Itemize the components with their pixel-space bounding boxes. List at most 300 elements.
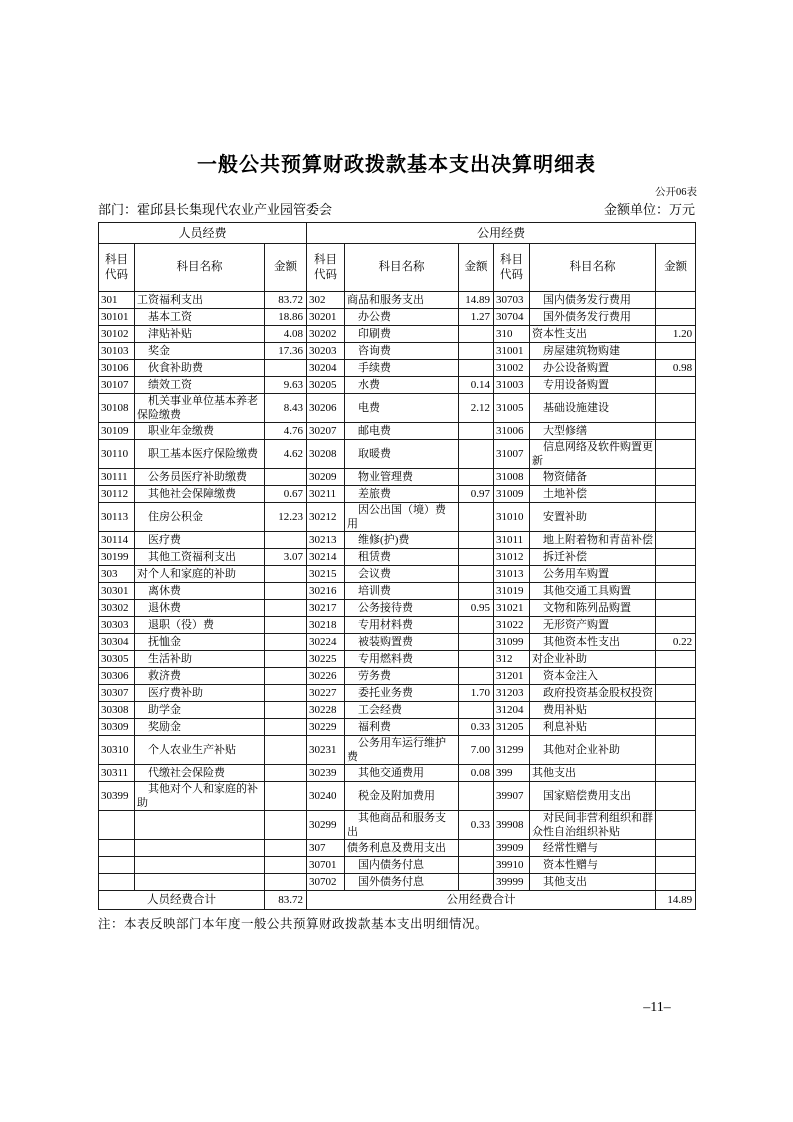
subject-name-cell: 劳务费 — [345, 668, 459, 685]
subject-code-cell: 30111 — [99, 469, 135, 486]
amount-cell: 8.43 — [265, 394, 307, 423]
subject-code-cell: 39909 — [494, 840, 530, 857]
amount-cell — [459, 651, 494, 668]
subject-code-cell: 30114 — [99, 532, 135, 549]
amount-cell — [656, 600, 696, 617]
amount-cell — [459, 503, 494, 532]
subject-name-cell: 差旅费 — [345, 486, 459, 503]
subject-name-cell: 福利费 — [345, 719, 459, 736]
subject-name-cell: 租赁费 — [345, 549, 459, 566]
amount-cell: 83.72 — [265, 292, 307, 309]
subject-code-cell: 30227 — [307, 685, 345, 702]
subject-code-cell: 30218 — [307, 617, 345, 634]
subject-code-cell: 30226 — [307, 668, 345, 685]
subject-name-cell: 代缴社会保险费 — [135, 765, 265, 782]
table-row — [99, 486, 696, 503]
amount-cell — [265, 583, 307, 600]
subject-code-cell: 30112 — [99, 486, 135, 503]
subject-name-cell: 政府投资基金股权投资 — [530, 685, 656, 702]
subject-name-cell: 其他交通工具购置 — [530, 583, 656, 600]
amount-cell: 0.33 — [459, 719, 494, 736]
expenditure-detail-table — [98, 222, 696, 910]
subject-name-cell: 津贴补贴 — [135, 326, 265, 343]
table-row — [99, 685, 696, 702]
amount-cell — [656, 583, 696, 600]
amount-cell — [656, 532, 696, 549]
subject-code-cell: 30301 — [99, 583, 135, 600]
personnel-total-label: 人员经费合计 — [99, 891, 265, 910]
subject-code-cell: 30239 — [307, 765, 345, 782]
amount-cell — [656, 719, 696, 736]
subject-name-cell: 培训费 — [345, 583, 459, 600]
amount-cell — [656, 486, 696, 503]
amount-cell: 0.95 — [459, 600, 494, 617]
amount-cell — [656, 423, 696, 440]
table-row — [99, 343, 696, 360]
subject-code-cell: 30701 — [307, 857, 345, 874]
subject-name-cell: 无形资产购置 — [530, 617, 656, 634]
subject-code-cell: 31012 — [494, 549, 530, 566]
amount-cell — [656, 857, 696, 874]
subject-name-cell: 绩效工资 — [135, 377, 265, 394]
table-row — [99, 583, 696, 600]
amount-cell — [459, 566, 494, 583]
amount-cell: 12.23 — [265, 503, 307, 532]
page-title: 一般公共预算财政拨款基本支出决算明细表 — [197, 154, 596, 176]
subject-code-cell: 31011 — [494, 532, 530, 549]
subject-code-cell: 31006 — [494, 423, 530, 440]
table-row — [99, 394, 696, 423]
table-row — [99, 326, 696, 343]
subject-code-cell: 39999 — [494, 874, 530, 891]
subject-name-cell: 文物和陈列品购置 — [530, 600, 656, 617]
table-row — [99, 600, 696, 617]
amount-cell: 0.22 — [656, 634, 696, 651]
subject-name-cell: 取暖费 — [345, 440, 459, 469]
department-label: 部门：霍邱县长集现代农业产业园管委会 — [98, 202, 333, 217]
table-row — [99, 782, 696, 811]
subject-code-cell: 30310 — [99, 736, 135, 765]
amount-cell — [265, 840, 307, 857]
subject-code-cell: 30229 — [307, 719, 345, 736]
amount-cell — [656, 736, 696, 765]
subject-code-cell: 31007 — [494, 440, 530, 469]
amount-cell — [459, 668, 494, 685]
subject-code-cell: 312 — [494, 651, 530, 668]
subject-code-cell: 31201 — [494, 668, 530, 685]
amount-cell — [656, 309, 696, 326]
subject-code-cell: 31021 — [494, 600, 530, 617]
subject-code-cell: 30217 — [307, 600, 345, 617]
table-row — [99, 840, 696, 857]
amount-cell — [459, 532, 494, 549]
amount-cell: 4.62 — [265, 440, 307, 469]
subject-code-cell: 30299 — [307, 811, 345, 840]
amount-cell — [459, 440, 494, 469]
subject-code-cell: 30399 — [99, 782, 135, 811]
amount-cell — [265, 811, 307, 840]
subject-code-cell: 30225 — [307, 651, 345, 668]
subject-name-cell: 咨询费 — [345, 343, 459, 360]
amount-cell — [265, 782, 307, 811]
amount-cell — [265, 874, 307, 891]
amount-cell: 1.27 — [459, 309, 494, 326]
table-row — [99, 874, 696, 891]
table-row — [99, 668, 696, 685]
table-row — [99, 532, 696, 549]
amount-cell — [459, 583, 494, 600]
subject-code-cell: 30703 — [494, 292, 530, 309]
subject-name-cell: 机关事业单位基本养老保险缴费 — [135, 394, 265, 423]
subject-code-cell: 399 — [494, 765, 530, 782]
subject-name-cell: 物业管理费 — [345, 469, 459, 486]
subject-name-cell: 土地补偿 — [530, 486, 656, 503]
subject-code-cell: 30113 — [99, 503, 135, 532]
subject-name-cell: 工会经费 — [345, 702, 459, 719]
subject-code-cell: 30205 — [307, 377, 345, 394]
column-header-name-2: 科目名称 — [345, 244, 459, 292]
subject-code-cell: 30211 — [307, 486, 345, 503]
subject-code-cell: 30307 — [99, 685, 135, 702]
subject-code-cell: 31013 — [494, 566, 530, 583]
subject-code-cell: 31002 — [494, 360, 530, 377]
table-row — [99, 617, 696, 634]
table-row — [99, 469, 696, 486]
subject-name-cell: 被装购置费 — [345, 634, 459, 651]
amount-cell — [265, 651, 307, 668]
subject-code-cell: 30240 — [307, 782, 345, 811]
amount-cell — [459, 326, 494, 343]
subject-name-cell: 安置补助 — [530, 503, 656, 532]
subject-code-cell: 30107 — [99, 377, 135, 394]
subject-name-cell: 医疗费补助 — [135, 685, 265, 702]
table-container — [98, 222, 695, 932]
subject-code-cell: 30202 — [307, 326, 345, 343]
subject-code-cell — [99, 840, 135, 857]
amount-cell — [656, 811, 696, 840]
amount-cell: 2.12 — [459, 394, 494, 423]
subject-name-cell: 国内债务发行费用 — [530, 292, 656, 309]
subject-name-cell: 商品和服务支出 — [345, 292, 459, 309]
subject-code-cell: 302 — [307, 292, 345, 309]
amount-cell — [459, 782, 494, 811]
subject-name-cell: 对民间非营利组织和群众性自治组织补贴 — [530, 811, 656, 840]
subject-name-cell: 救济费 — [135, 668, 265, 685]
subject-name-cell: 其他工资福利支出 — [135, 549, 265, 566]
subject-code-cell: 30302 — [99, 600, 135, 617]
subject-code-cell: 31299 — [494, 736, 530, 765]
subject-code-cell: 30110 — [99, 440, 135, 469]
subject-code-cell — [99, 857, 135, 874]
subject-name-cell: 职工基本医疗保险缴费 — [135, 440, 265, 469]
subject-code-cell: 31203 — [494, 685, 530, 702]
amount-cell — [265, 702, 307, 719]
subject-name-cell: 邮电费 — [345, 423, 459, 440]
table-row — [99, 736, 696, 765]
amount-cell — [265, 857, 307, 874]
subject-code-cell: 30231 — [307, 736, 345, 765]
table-row — [99, 377, 696, 394]
table-row — [99, 566, 696, 583]
subject-code-cell: 30102 — [99, 326, 135, 343]
amount-cell: 14.89 — [459, 292, 494, 309]
amount-cell — [656, 617, 696, 634]
table-row — [99, 360, 696, 377]
subject-name-cell: 专用燃料费 — [345, 651, 459, 668]
subject-code-cell — [99, 874, 135, 891]
subject-name-cell: 资本性支出 — [530, 326, 656, 343]
amount-cell — [656, 503, 696, 532]
group-header-personnel: 人员经费 — [99, 223, 307, 244]
subject-code-cell: 30109 — [99, 423, 135, 440]
amount-cell — [265, 736, 307, 765]
column-header-name-3: 科目名称 — [530, 244, 656, 292]
subject-name-cell: 退职（役）费 — [135, 617, 265, 634]
column-header-name-1: 科目名称 — [135, 244, 265, 292]
subject-code-cell: 301 — [99, 292, 135, 309]
amount-cell — [656, 702, 696, 719]
table-row — [99, 503, 696, 532]
subject-code-cell: 31204 — [494, 702, 530, 719]
table-row — [99, 719, 696, 736]
amount-cell — [265, 617, 307, 634]
group-header-public: 公用经费 — [307, 223, 696, 244]
amount-cell — [265, 360, 307, 377]
amount-cell: 0.97 — [459, 486, 494, 503]
subject-code-cell: 30199 — [99, 549, 135, 566]
subject-name-cell: 电费 — [345, 394, 459, 423]
table-row — [99, 702, 696, 719]
subject-name-cell: 其他社会保障缴费 — [135, 486, 265, 503]
column-header-amount-3: 金额 — [656, 244, 696, 292]
amount-cell: 9.63 — [265, 377, 307, 394]
subject-name-cell: 利息补贴 — [530, 719, 656, 736]
subject-name-cell — [135, 857, 265, 874]
amount-cell: 7.00 — [459, 736, 494, 765]
personnel-total-amount: 83.72 — [265, 891, 307, 910]
subject-code-cell: 30212 — [307, 503, 345, 532]
subject-name-cell: 国内债务付息 — [345, 857, 459, 874]
subject-name-cell: 退休费 — [135, 600, 265, 617]
subject-name-cell: 公务用车购置 — [530, 566, 656, 583]
subject-code-cell: 30203 — [307, 343, 345, 360]
subject-name-cell: 其他交通费用 — [345, 765, 459, 782]
subject-name-cell: 基础设施建设 — [530, 394, 656, 423]
amount-cell — [459, 549, 494, 566]
table-row — [99, 651, 696, 668]
subject-code-cell: 31099 — [494, 634, 530, 651]
subject-code-cell: 30108 — [99, 394, 135, 423]
subject-code-cell: 30305 — [99, 651, 135, 668]
amount-cell: 1.20 — [656, 326, 696, 343]
table-row — [99, 811, 696, 840]
subject-code-cell: 30215 — [307, 566, 345, 583]
amount-cell: 18.86 — [265, 309, 307, 326]
amount-cell — [656, 840, 696, 857]
amount-cell: 0.33 — [459, 811, 494, 840]
subject-name-cell: 手续费 — [345, 360, 459, 377]
totals-row — [99, 891, 696, 910]
amount-cell — [656, 549, 696, 566]
subject-name-cell: 办公费 — [345, 309, 459, 326]
amount-cell: 0.14 — [459, 377, 494, 394]
unit-label: 金额单位：万元 — [603, 202, 695, 217]
subject-name-cell: 其他对个人和家庭的补助 — [135, 782, 265, 811]
amount-cell: 0.67 — [265, 486, 307, 503]
subject-code-cell: 30213 — [307, 532, 345, 549]
amount-cell — [265, 685, 307, 702]
subject-code-cell: 30228 — [307, 702, 345, 719]
subject-name-cell: 税金及附加费用 — [345, 782, 459, 811]
amount-cell — [656, 440, 696, 469]
subject-code-cell: 30207 — [307, 423, 345, 440]
amount-cell: 4.08 — [265, 326, 307, 343]
amount-cell — [656, 765, 696, 782]
table-row — [99, 423, 696, 440]
subject-name-cell: 工资福利支出 — [135, 292, 265, 309]
amount-cell — [459, 857, 494, 874]
subject-name-cell: 地上附着物和青苗补偿 — [530, 532, 656, 549]
amount-cell — [459, 617, 494, 634]
subject-name-cell: 国家赔偿费用支出 — [530, 782, 656, 811]
subject-code-cell — [99, 811, 135, 840]
subject-code-cell: 30101 — [99, 309, 135, 326]
subject-name-cell: 拆迁补偿 — [530, 549, 656, 566]
subject-code-cell: 30201 — [307, 309, 345, 326]
subject-name-cell: 其他对企业补助 — [530, 736, 656, 765]
subject-name-cell — [135, 811, 265, 840]
subject-name-cell: 因公出国（境）费用 — [345, 503, 459, 532]
amount-cell — [459, 423, 494, 440]
subject-name-cell — [135, 874, 265, 891]
subject-name-cell: 基本工资 — [135, 309, 265, 326]
amount-cell — [656, 874, 696, 891]
amount-cell — [459, 634, 494, 651]
amount-cell — [265, 532, 307, 549]
column-header-amount-2: 金额 — [459, 244, 494, 292]
amount-cell — [265, 719, 307, 736]
footnote: 注：本表反映部门本年度一般公共预算财政拨款基本支出明细情况。 — [98, 917, 489, 931]
amount-cell — [656, 394, 696, 423]
subject-name-cell: 奖金 — [135, 343, 265, 360]
subject-code-cell: 30304 — [99, 634, 135, 651]
amount-cell: 1.70 — [459, 685, 494, 702]
subject-name-cell: 办公设备购置 — [530, 360, 656, 377]
amount-cell: 17.36 — [265, 343, 307, 360]
subject-name-cell: 资本性赠与 — [530, 857, 656, 874]
amount-cell — [656, 685, 696, 702]
subject-name-cell: 印刷费 — [345, 326, 459, 343]
table-row — [99, 549, 696, 566]
subject-name-cell: 其他支出 — [530, 874, 656, 891]
amount-cell — [265, 469, 307, 486]
subject-code-cell: 30103 — [99, 343, 135, 360]
subject-code-cell: 31022 — [494, 617, 530, 634]
subject-code-cell: 30204 — [307, 360, 345, 377]
subject-name-cell: 国外债务发行费用 — [530, 309, 656, 326]
public-total-label: 公用经费合计 — [307, 891, 656, 910]
subject-name-cell — [135, 840, 265, 857]
subject-name-cell: 经常性赠与 — [530, 840, 656, 857]
subject-name-cell: 生活补助 — [135, 651, 265, 668]
subject-name-cell: 其他支出 — [530, 765, 656, 782]
subject-code-cell: 30303 — [99, 617, 135, 634]
table-row — [99, 440, 696, 469]
amount-cell — [265, 600, 307, 617]
amount-cell — [265, 668, 307, 685]
table-row — [99, 765, 696, 782]
table-row — [99, 634, 696, 651]
column-header-code-1: 科目代码 — [99, 244, 135, 292]
column-header-row — [99, 244, 696, 292]
subject-name-cell: 助学金 — [135, 702, 265, 719]
amount-cell — [656, 469, 696, 486]
subject-name-cell: 费用补贴 — [530, 702, 656, 719]
subject-code-cell: 30206 — [307, 394, 345, 423]
subject-name-cell: 抚恤金 — [135, 634, 265, 651]
subject-code-cell: 30704 — [494, 309, 530, 326]
subject-code-cell: 30214 — [307, 549, 345, 566]
subject-code-cell: 31019 — [494, 583, 530, 600]
subject-code-cell: 30208 — [307, 440, 345, 469]
amount-cell: 4.76 — [265, 423, 307, 440]
subject-name-cell: 医疗费 — [135, 532, 265, 549]
subject-code-cell: 39907 — [494, 782, 530, 811]
subject-name-cell: 其他资本性支出 — [530, 634, 656, 651]
subject-name-cell: 个人农业生产补贴 — [135, 736, 265, 765]
amount-cell — [656, 377, 696, 394]
public-total-amount: 14.89 — [656, 891, 696, 910]
amount-cell — [459, 469, 494, 486]
subject-code-cell: 31001 — [494, 343, 530, 360]
page-number: –11– — [643, 1000, 671, 1015]
subject-name-cell: 维修(护)费 — [345, 532, 459, 549]
subject-code-cell: 30311 — [99, 765, 135, 782]
subject-name-cell: 住房公积金 — [135, 503, 265, 532]
subject-code-cell: 30702 — [307, 874, 345, 891]
subject-name-cell: 资本金注入 — [530, 668, 656, 685]
amount-cell — [459, 840, 494, 857]
table-row — [99, 292, 696, 309]
amount-cell — [265, 566, 307, 583]
subject-name-cell: 伙食补助费 — [135, 360, 265, 377]
subject-code-cell: 30309 — [99, 719, 135, 736]
subject-name-cell: 对企业补助 — [530, 651, 656, 668]
column-header-amount-1: 金额 — [265, 244, 307, 292]
group-header-row — [99, 223, 696, 244]
subject-name-cell: 房屋建筑物购建 — [530, 343, 656, 360]
amount-cell — [656, 782, 696, 811]
subject-name-cell: 公务接待费 — [345, 600, 459, 617]
subject-name-cell: 物资储备 — [530, 469, 656, 486]
amount-cell — [656, 651, 696, 668]
subject-code-cell: 39910 — [494, 857, 530, 874]
amount-cell — [656, 292, 696, 309]
subject-name-cell: 离休费 — [135, 583, 265, 600]
table-row — [99, 857, 696, 874]
table-code-label: 公开06表 — [655, 187, 697, 198]
amount-cell — [459, 874, 494, 891]
subject-code-cell: 307 — [307, 840, 345, 857]
subject-name-cell: 公务员医疗补助缴费 — [135, 469, 265, 486]
amount-cell — [265, 765, 307, 782]
amount-cell — [265, 634, 307, 651]
column-header-code-3: 科目代码 — [494, 244, 530, 292]
subject-code-cell: 303 — [99, 566, 135, 583]
amount-cell: 0.08 — [459, 765, 494, 782]
subject-name-cell: 信息网络及软件购置更新 — [530, 440, 656, 469]
subject-code-cell: 31008 — [494, 469, 530, 486]
